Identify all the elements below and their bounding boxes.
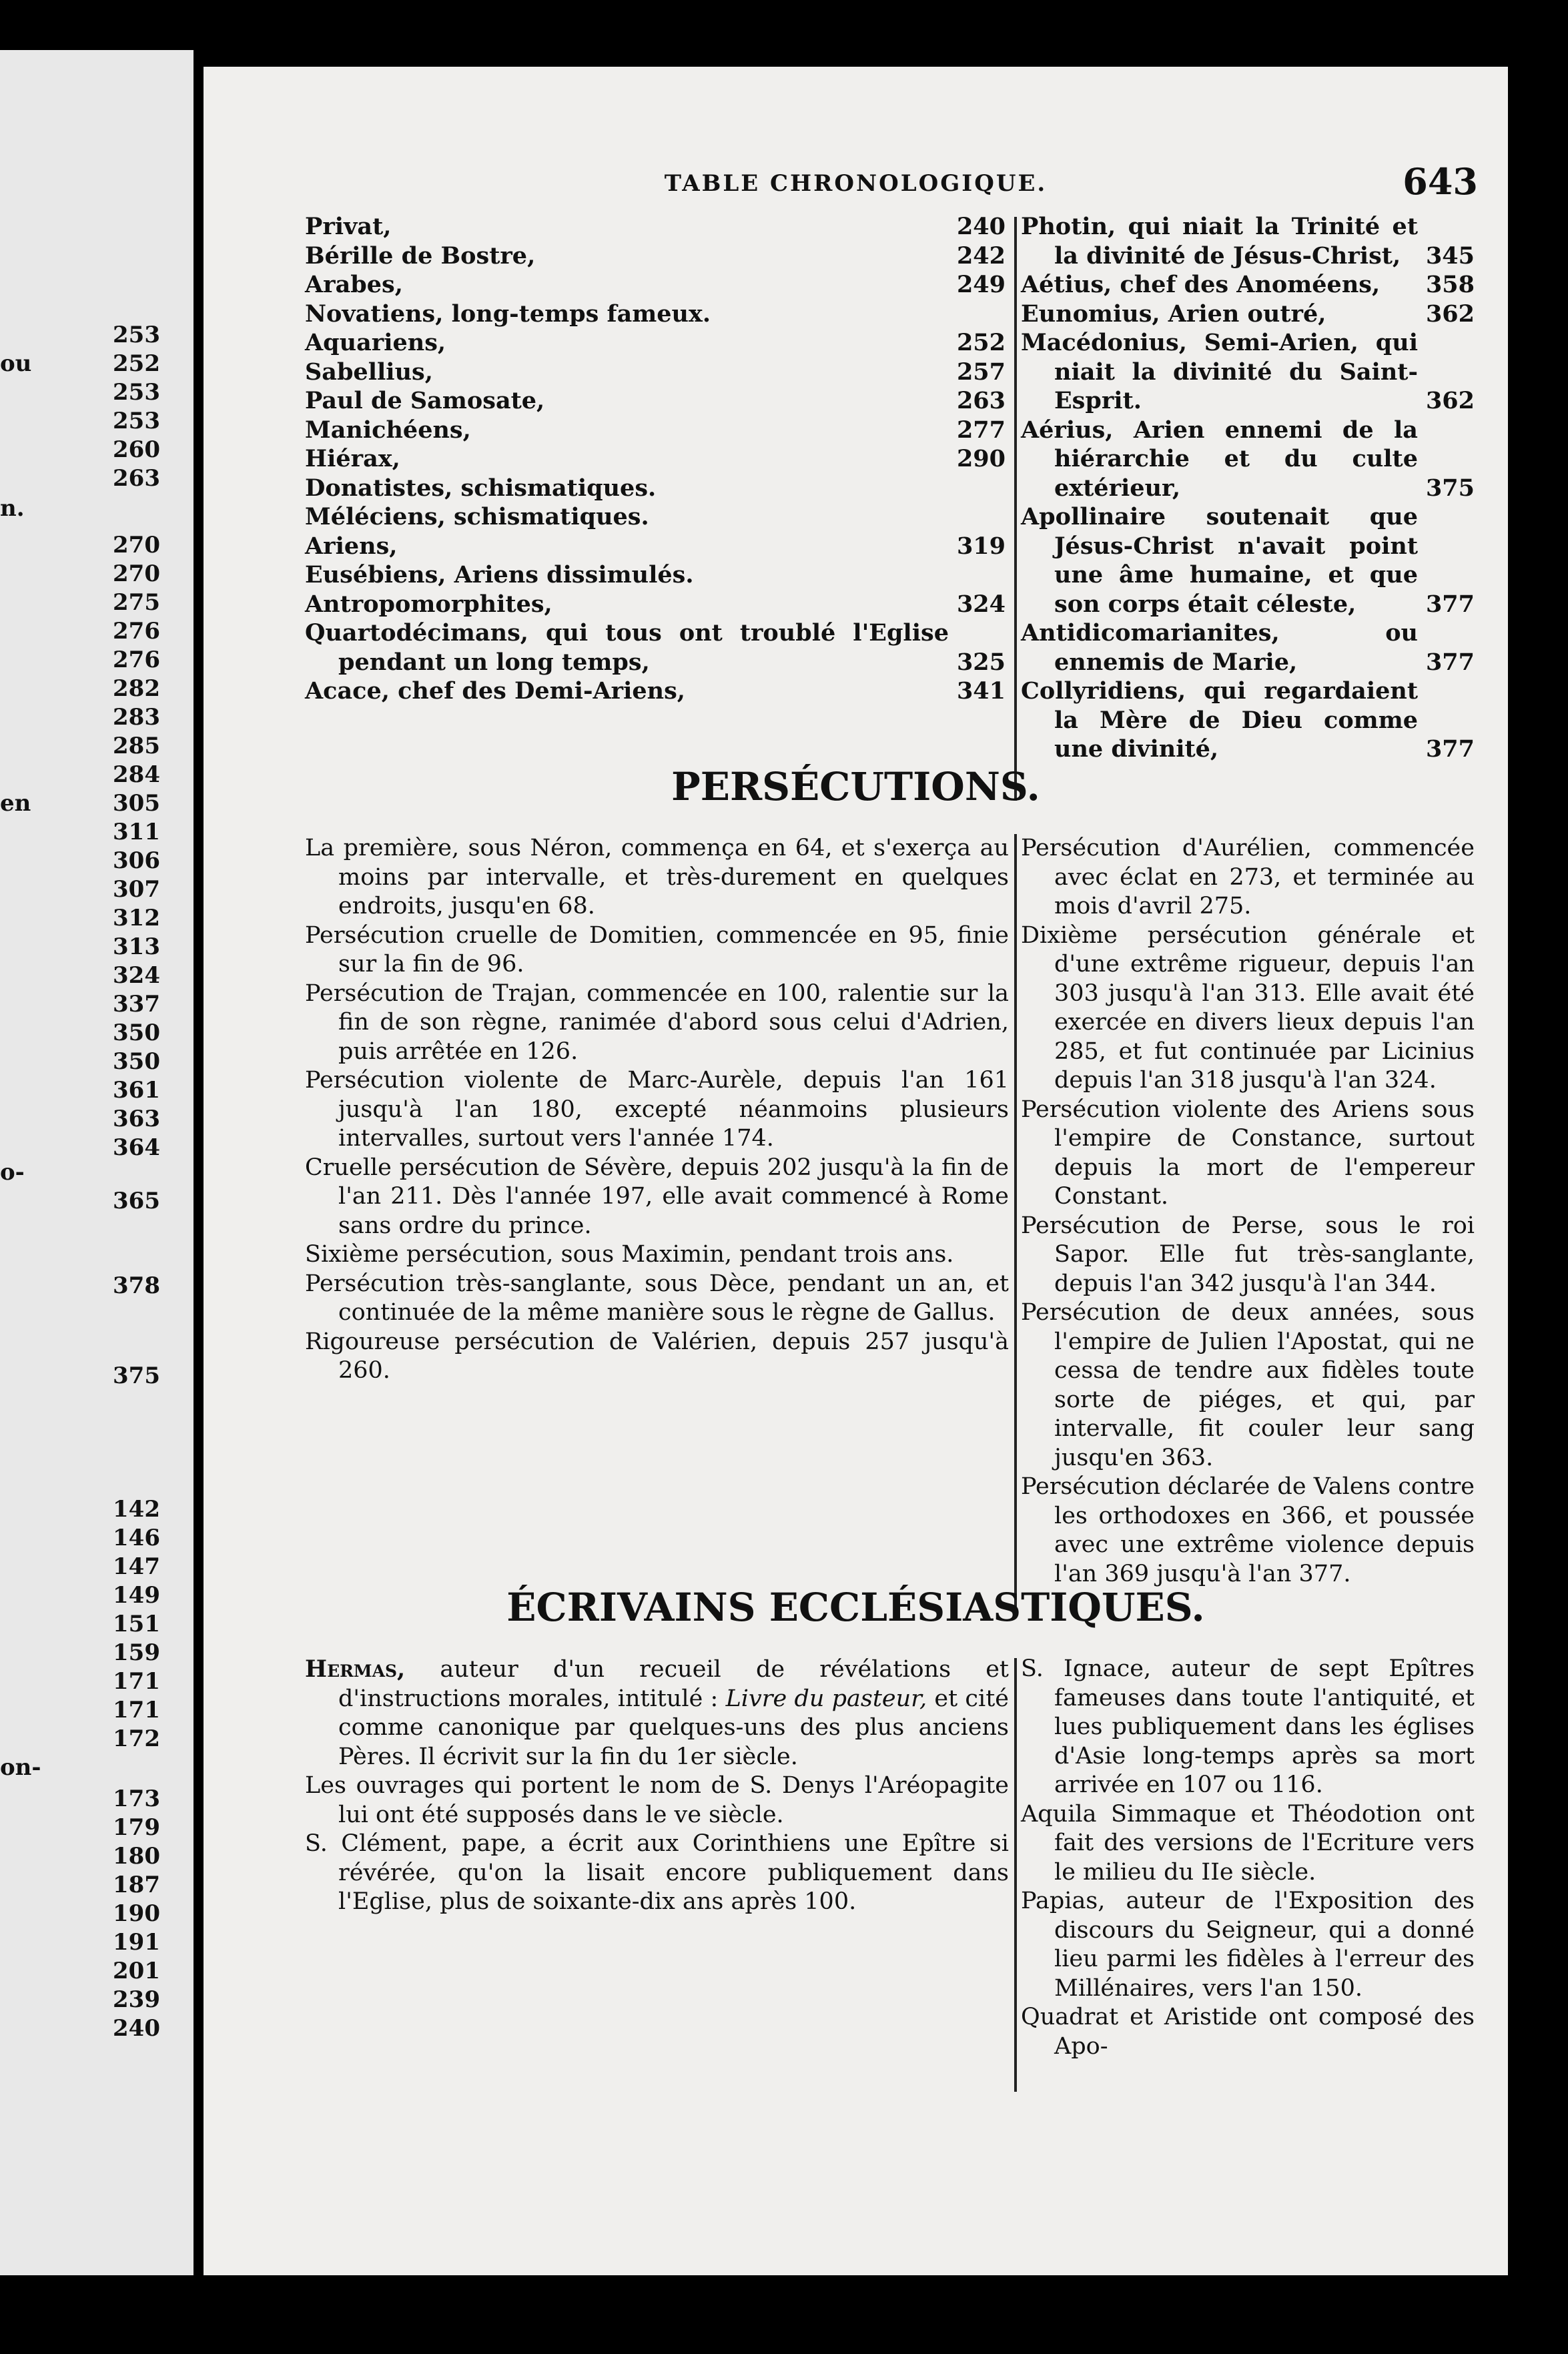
entry-text: Ariens,	[305, 532, 398, 560]
prev-page-number: 240	[113, 2015, 160, 2042]
persecution-entry: Persécution cruelle de Domitien, commencée en 95, finie sur la fin de 96.	[305, 921, 1009, 977]
persecutions-left-column	[305, 834, 1009, 1386]
persecution-entry: Persécution déclarée de Valens contre les orthodoxes en 366, et poussée avec une extrême violence depuis l'an 369 jusqu'à l'an 377.	[1021, 1473, 1475, 1587]
book-page	[204, 67, 1508, 2275]
entry-year: 377	[1425, 648, 1475, 676]
prev-page-number: 270	[113, 532, 160, 558]
entry-text: Apollinaire soutenait que Jésus-Christ n'avait point une âme humaine, et que son corps était céleste,	[1021, 503, 1418, 618]
entry-year: 249	[956, 271, 1006, 298]
entry-text: Privat,	[305, 213, 392, 240]
persecution-entry: Cruelle persécution de Sévère, depuis 202 jusqu'à la fin de l'an 211. Dès l'année 197, elle avait commencé à Rome sans ordre du prince.	[305, 1154, 1009, 1239]
prev-page-fragment: en	[0, 790, 31, 817]
prev-page-fragment: n.	[0, 495, 25, 522]
entry-text: S. Clément, pape, a écrit aux Corinthiens une Epître si révérée, qu'on la lisait encore publiquement dans l'Eglise, plus de soixante-dix ans après 100.	[305, 1830, 1009, 1915]
entry-text: Photin, qui niait la Trinité et la divinité de Jésus-Christ,	[1021, 213, 1418, 270]
prev-page-number: 172	[113, 1725, 160, 1752]
prev-page-number: 260	[113, 436, 160, 463]
ecrivain-entry: Quadrat et Aristide ont composé des Apo-	[1021, 2004, 1475, 2060]
entry-text: Acace, chef des Demi-Ariens,	[305, 677, 685, 705]
persecution-entry: Persécution de Perse, sous le roi Sapor. Elle fut très-sanglante, depuis l'an 342 jusqu'à l'an 344.	[1021, 1212, 1475, 1297]
entry-year: 325	[956, 648, 1006, 676]
prev-page-number: 171	[113, 1668, 160, 1695]
entry-year: 319	[956, 532, 1006, 560]
chronology-entry	[305, 242, 1006, 271]
entry-text: Aérius, Arien ennemi de la hiérarchie et du culte extérieur,	[1021, 416, 1418, 502]
chronology-entry	[1021, 212, 1475, 270]
prev-page-number: 147	[113, 1553, 160, 1580]
prev-page-number: 270	[113, 560, 160, 587]
column-rule-bottom	[1014, 1658, 1017, 2092]
entry-text: Antropomorphites,	[305, 590, 552, 618]
ecrivains-left-column	[305, 1655, 1009, 1917]
entry-text: Manichéens,	[305, 416, 471, 444]
entry-text: Hiérax,	[305, 445, 400, 472]
chronology-entry	[305, 502, 1006, 532]
entry-year: 263	[956, 387, 1006, 414]
entry-year: 377	[1425, 590, 1475, 618]
prev-page-number: 252	[113, 350, 160, 377]
persecution-entry: Rigoureuse persécution de Valérien, depuis 257 jusqu'à 260.	[305, 1328, 1009, 1384]
chronology-entry	[305, 444, 1006, 474]
persecution-entry: Persécution de Trajan, commencée en 100, ralentie sur la fin de son règne, ranimée d'abord sous celui d'Adrien, puis arrêtée en 126.	[305, 979, 1009, 1065]
prev-page-number: 306	[113, 847, 160, 874]
ecrivain-entry	[305, 1655, 1009, 1772]
prev-page-number: 191	[113, 1929, 160, 1956]
entry-text: Collyridiens, qui regardaient la Mère de Dieu comme une divinité,	[1021, 677, 1418, 763]
entry-year: 345	[1425, 242, 1475, 270]
prev-page-number: 350	[113, 1020, 160, 1046]
persecutions-title: PERSÉCUTIONS.	[671, 764, 1040, 809]
chronology-left-column	[305, 212, 1006, 706]
entry-year: 290	[956, 445, 1006, 472]
entry-year: 242	[956, 242, 1006, 270]
running-title: TABLE CHRONOLOGIQUE.	[664, 170, 1048, 197]
persecution-entry: Persécution de deux années, sous l'empire de Julien l'Apostat, qui ne cessa de tendre aux fidèles toute sorte de piéges, et qui, par intervalle, fit couler leur sang jusqu'en 363.	[1021, 1299, 1475, 1471]
chronology-entry	[305, 328, 1006, 358]
persecution-entry: Persécution violente de Marc-Aurèle, depuis l'an 161 jusqu'à l'an 180, excepté néanmoins plusieurs intervalles, surtout vers l'année 174.	[305, 1067, 1009, 1152]
entry-year: 257	[956, 358, 1006, 386]
prev-page-number: 151	[113, 1611, 160, 1637]
chronology-entry	[305, 532, 1006, 561]
entry-text: Donatistes, schismatiques.	[305, 474, 657, 502]
chronology-entry	[305, 270, 1006, 300]
chronology-entry	[305, 386, 1006, 416]
prev-page-number: 337	[113, 991, 160, 1018]
persecution-entry: Dixième persécution générale et d'une extrême rigueur, depuis l'an 303 jusqu'à l'an 313. Elle avait été exercée en divers lieux depuis l'an 285, et fut continuée par Licinius depuis l'an 318 jusqu'à l'an 324.	[1021, 921, 1475, 1094]
chronology-entry	[1021, 300, 1475, 329]
chronology-entry	[305, 300, 1006, 329]
prev-page-number: 305	[113, 790, 160, 817]
prev-page-number: 239	[113, 1986, 160, 2013]
chronology-entry	[305, 474, 1006, 503]
entry-text: Eunomius, Arien outré,	[1021, 300, 1326, 328]
prev-page-number: 311	[113, 819, 160, 845]
prev-page-number: 253	[113, 322, 160, 348]
prev-page-number: 313	[113, 933, 160, 960]
prev-page-number: 378	[113, 1272, 160, 1299]
ecrivain-entry: Aquila Simmaque et Théodotion ont fait des versions de l'Ecriture vers le milieu du IIe siècle.	[1021, 1800, 1475, 1886]
persecutions-right-column	[1021, 834, 1475, 1589]
entry-year: 252	[956, 329, 1006, 356]
chronology-entry	[1021, 677, 1475, 764]
entry-text: Macédonius, Semi-Arien, qui niait la divinité du Saint-Esprit.	[1021, 329, 1418, 414]
entry-text: et cité comme canonique par quelques-uns des plus anciens Pères. Il écrivit sur la fin du 1er siècle.	[338, 1685, 1009, 1770]
prev-page-number: 253	[113, 379, 160, 406]
prev-page-number: 149	[113, 1582, 160, 1609]
prev-page-number: 171	[113, 1697, 160, 1723]
prev-page-number: 285	[113, 733, 160, 759]
prev-page-number: 275	[113, 589, 160, 616]
prev-page-number: 282	[113, 675, 160, 702]
entry-text: Quartodécimans, qui tous ont troublé l'Eglise pendant un long temps,	[305, 619, 949, 676]
chronology-entry	[1021, 328, 1475, 416]
ecrivain-entry: S. Ignace, auteur de sept Epîtres fameuses dans toute l'antiquité, et lues publiquement dans les églises d'Asie long-temps après sa mort arrivée en 107 ou 116.	[1021, 1655, 1475, 1798]
chronology-entry	[1021, 619, 1475, 677]
entry-text: Méléciens, schismatiques.	[305, 503, 649, 530]
entry-year: 240	[956, 213, 1006, 240]
prev-page-number: 307	[113, 876, 160, 903]
entry-year: 362	[1425, 300, 1475, 328]
entry-text: Eusébiens, Ariens dissimulés.	[305, 561, 694, 588]
prev-page-fragment: o-	[0, 1159, 25, 1186]
chronology-entry	[305, 212, 1006, 242]
entry-lead: Hermas,	[305, 1655, 406, 1683]
ecrivains-title: ÉCRIVAINS ECCLÉSIASTIQUES.	[506, 1585, 1205, 1630]
chronology-entry	[1021, 416, 1475, 503]
persecution-entry: La première, sous Néron, commença en 64, et s'exerça au moins par intervalle, et très-durement en quelques endroits, jusqu'en 68.	[305, 835, 1009, 919]
persecution-entry: Persécution très-sanglante, sous Dèce, pendant un an, et continuée de la même manière sous le règne de Gallus.	[305, 1270, 1009, 1326]
chronology-right-column	[1021, 212, 1475, 764]
ecrivains-right-column	[1021, 1655, 1475, 2061]
prev-page-number: 284	[113, 761, 160, 788]
entry-text: Aquariens,	[305, 329, 446, 356]
ecrivain-entry	[305, 1772, 1009, 1830]
previous-page-margin	[0, 50, 193, 2275]
prev-page-number: 276	[113, 647, 160, 673]
prev-page-number: 201	[113, 1958, 160, 1984]
prev-page-number: 363	[113, 1106, 160, 1132]
entry-text: Sabellius,	[305, 358, 433, 386]
prev-page-number: 190	[113, 1900, 160, 1927]
prev-page-number: 263	[113, 465, 160, 492]
prev-page-fragment: on-	[0, 1754, 41, 1781]
chronology-entry	[305, 619, 1006, 677]
entry-title: Livre du pasteur,	[725, 1685, 927, 1712]
chronology-entry	[305, 358, 1006, 387]
prev-page-number: 361	[113, 1077, 160, 1104]
entry-year: 341	[956, 677, 1006, 705]
entry-text: Bérille de Bostre,	[305, 242, 536, 270]
chronology-entry	[1021, 270, 1475, 300]
entry-year: 377	[1425, 735, 1475, 763]
entry-text: Les ouvrages qui portent le nom de S. Denys l'Aréopagite lui ont été supposés dans le ve siècle.	[305, 1772, 1009, 1828]
prev-page-number: 146	[113, 1525, 160, 1551]
column-rule-middle	[1014, 834, 1017, 1618]
prev-page-number: 173	[113, 1786, 160, 1812]
prev-page-number: 365	[113, 1188, 160, 1214]
prev-page-number: 142	[113, 1496, 160, 1523]
entry-year: 375	[1425, 474, 1475, 502]
persecution-entry: Sixième persécution, sous Maximin, pendant trois ans.	[305, 1241, 954, 1268]
persecution-entry: Persécution d'Aurélien, commencée avec éclat en 273, et terminée au mois d'avril 275.	[1021, 835, 1475, 919]
chronology-entry	[1021, 502, 1475, 619]
entry-text: Aétius, chef des Anoméens,	[1021, 271, 1381, 298]
chronology-entry	[305, 677, 1006, 706]
prev-page-number: 364	[113, 1134, 160, 1161]
prev-page-number: 187	[113, 1872, 160, 1898]
prev-page-number: 312	[113, 905, 160, 931]
ecrivain-entry: Papias, auteur de l'Exposition des discours du Seigneur, qui a donné lieu parmi les fidèles à l'erreur des Millénaires, vers l'an 150.	[1021, 1888, 1475, 2002]
prev-page-number: 276	[113, 618, 160, 645]
entry-text: auteur d'un recueil de révélations et d'instructions morales, intitulé :	[338, 1656, 1009, 1712]
chronology-entry	[305, 560, 1006, 590]
prev-page-number: 253	[113, 408, 160, 434]
prev-page-number: 159	[113, 1639, 160, 1666]
prev-page-number: 350	[113, 1048, 160, 1075]
chronology-entry	[305, 590, 1006, 619]
column-rule-top	[1014, 217, 1017, 801]
entry-text: Novatiens, long-temps fameux.	[305, 300, 711, 328]
entry-text: Arabes,	[305, 271, 403, 298]
entry-year: 358	[1425, 271, 1475, 298]
entry-year: 362	[1425, 387, 1475, 414]
page-number: 643	[1403, 160, 1478, 203]
prev-page-number: 180	[113, 1843, 160, 1870]
prev-page-fragment: ou	[0, 350, 32, 377]
entry-year: 324	[956, 590, 1006, 618]
ecrivain-entry	[305, 1830, 1009, 1917]
entry-year: 277	[956, 416, 1006, 444]
prev-page-number: 375	[113, 1362, 160, 1389]
entry-text: Paul de Samosate,	[305, 387, 545, 414]
entry-text: Antidicomarianites, ou ennemis de Marie,	[1021, 619, 1418, 676]
prev-page-number: 179	[113, 1814, 160, 1841]
persecution-entry: Persécution violente des Ariens sous l'empire de Constance, surtout depuis la mort de l'empereur Constant.	[1021, 1096, 1475, 1210]
prev-page-number: 283	[113, 704, 160, 731]
chronology-entry	[305, 416, 1006, 445]
prev-page-number: 324	[113, 962, 160, 989]
